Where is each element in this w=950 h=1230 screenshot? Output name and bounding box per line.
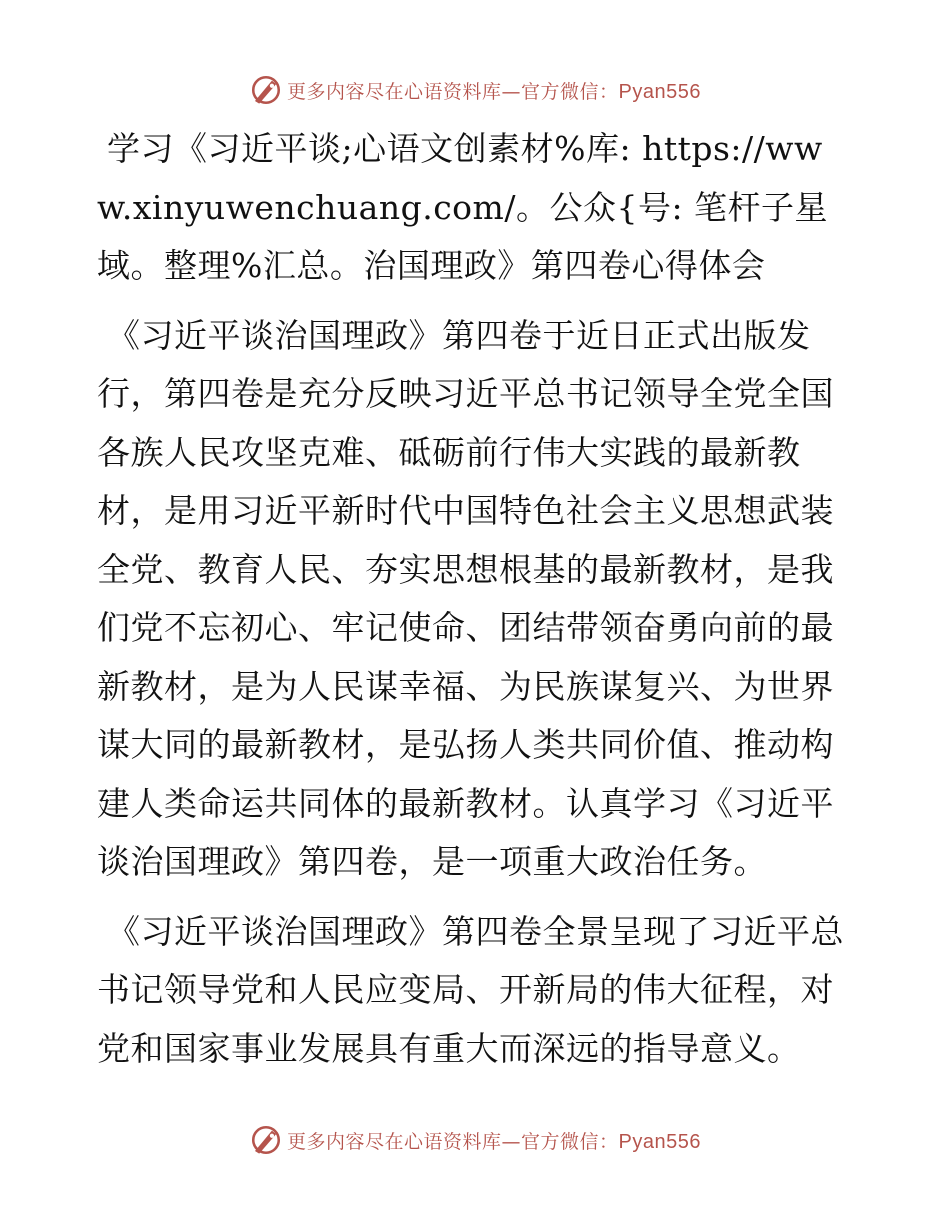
- header-watermark-banner: [0, 70, 950, 110]
- banner-contact-label: 官方微信：: [521, 80, 619, 103]
- document-paragraph-1: 学习《习近平谈;心语文创素材%库: https://www.xinyuwenchuang.com/。公众{号: 笔杆子星域。整理%汇总。治国理政》第四卷心得体会: [97, 129, 829, 285]
- document-paragraph-2: 《习近平谈治国理政》第四卷于近日正式出版发行，第四卷是充分反映习近平总书记领导全党全国各族人民攻坚克难、砥砺前行伟大实践的最新教材，是用习近平新时代中国特色社会主义思想武装全党、教育人民、夯实思想根基的最新教材，是我们党不忘初心、牢记使命、团结带领奋勇向前的最新教材，是为人民谋幸福、为民族谋复兴、为世界谋大同的最新教材，是弘扬人类共同价值、推动构建人类命运共同体的最新教材。认真学习《习近平谈治国理政》第四卷，是一项重大政治任务。: [97, 315, 834, 881]
- document-paragraph-3: 《习近平谈治国理政》第四卷全景呈现了习近平总书记领导党和人民应变局、开新局的伟大征程，对党和国家事业发展具有重大而深远的指导意义。: [97, 911, 844, 1068]
- banner-dash: —: [501, 80, 522, 103]
- pen-logo-icon: [249, 1123, 283, 1157]
- document-body: [97, 120, 857, 1078]
- pen-logo-icon: [249, 73, 283, 107]
- footer-watermark-banner: [0, 1120, 950, 1160]
- banner-contact-id: Pyan556: [618, 80, 701, 103]
- banner-contact-label: 官方微信：: [521, 1130, 619, 1153]
- banner-title: 更多内容尽在心语资料库: [287, 1130, 502, 1153]
- banner-text: [287, 77, 701, 104]
- banner-contact-id: Pyan556: [618, 1130, 701, 1153]
- banner-title: 更多内容尽在心语资料库: [287, 80, 502, 103]
- banner-text: [287, 1127, 701, 1154]
- banner-dash: —: [501, 1130, 522, 1153]
